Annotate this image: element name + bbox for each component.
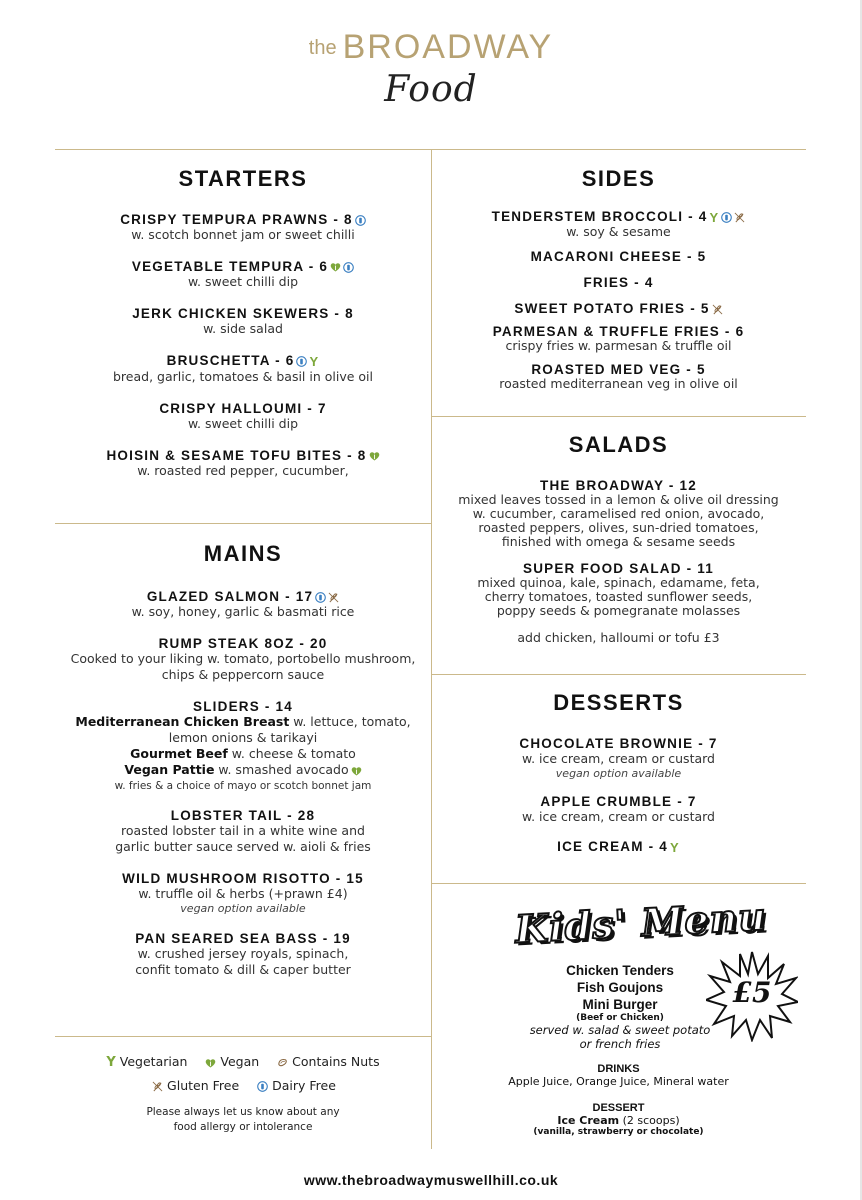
kids-drinks-dessert (431, 1063, 806, 1137)
dairy-free-icon (721, 212, 732, 223)
legend-nuts: Contains Nuts (292, 1054, 380, 1069)
menu-item (55, 212, 431, 243)
legend-vegan: Vegan (220, 1054, 260, 1069)
item-desc: w. lettuce, tomato, (289, 714, 411, 729)
kids-served-1: served w. salad & sweet potato (529, 1023, 711, 1037)
menu-item (55, 259, 431, 290)
vegetarian-icon: Y (106, 1055, 116, 1070)
vegan-icon (369, 451, 380, 461)
salads-title: SALADS (568, 432, 669, 457)
legend-vegetarian: Vegetarian (119, 1054, 188, 1069)
gluten-free-icon (152, 1081, 163, 1092)
allergy-note-1: Please always let us know about any (146, 1106, 340, 1118)
menu-item (55, 589, 431, 620)
item-desc: roasted lobster tail in a white wine and (121, 823, 365, 838)
price-burst-badge (706, 950, 798, 1042)
kids-menu-title: Kids' Menu (513, 893, 768, 952)
dairy-free-icon (355, 215, 366, 226)
item-desc: chips & peppercorn sauce (161, 667, 325, 682)
allergy-note-2: food allergy or intolerance (173, 1121, 313, 1133)
menu-item (431, 839, 806, 855)
legend-gluten-free: Gluten Free (167, 1078, 240, 1093)
item-desc: w. sweet chilli dip (187, 274, 299, 289)
menu-item (55, 699, 431, 792)
menu-item (431, 324, 806, 353)
item-desc: confit tomato & dill & caper butter (135, 962, 351, 977)
item-name: HOISIN & SESAME TOFU BITES - 8 (106, 447, 367, 463)
allergen-legend (55, 1054, 431, 1135)
menu-item (431, 209, 806, 238)
item-name: MACARONI CHEESE - 5 (530, 248, 707, 264)
kids-menu-section (431, 893, 806, 952)
website-link[interactable]: www.thebroadwaymuswellhill.co.uk (303, 1172, 559, 1188)
slider-beef: Gourmet Beef (130, 746, 228, 761)
item-name: PAN SEARED SEA BASS - 19 (135, 931, 351, 946)
slider-vegan: Vegan Pattie (124, 762, 215, 777)
item-desc: roasted mediterranean veg in olive oil (499, 375, 738, 391)
item-desc: roasted peppers, olives, sun-dried tomatoes, (478, 520, 759, 535)
item-desc: w. soy, honey, garlic & basmati rice (131, 604, 355, 619)
kids-dessert-heading: DESSERT (592, 1102, 645, 1114)
menu-item (55, 401, 431, 432)
item-note: vegan option available (555, 767, 682, 780)
menu-item (431, 561, 806, 618)
sides-title: SIDES (581, 166, 656, 191)
desserts-section (431, 690, 806, 855)
item-desc: crispy fries w. parmesan & truffle oil (505, 337, 732, 353)
item-desc: Cooked to your liking w. tomato, portobello mushroom, (70, 651, 416, 666)
item-name: ICE CREAM - 4 (557, 839, 668, 854)
broadway-logo (0, 28, 862, 67)
mains-section (55, 541, 431, 978)
item-desc: garlic butter sauce served w. aioli & fries (115, 839, 371, 854)
slider-chicken: Mediterranean Chicken Breast (75, 714, 290, 729)
item-name: FRIES - 4 (583, 274, 654, 290)
kids-item: Fish Goujons (576, 980, 664, 995)
item-desc: w. fries & a choice of mayo or scotch bonnet jam (114, 780, 372, 792)
logo-the: the (308, 37, 337, 59)
item-desc: w. truffle oil & herbs (+prawn £4) (138, 886, 348, 901)
salads-desserts-divider (431, 674, 806, 675)
item-name: WILD MUSHROOM RISOTTO - 15 (122, 871, 364, 886)
menu-item (55, 353, 431, 385)
food-subtitle: Food (384, 69, 478, 110)
item-name: SUPER FOOD SALAD - 11 (523, 561, 714, 576)
item-name: CRISPY TEMPURA PRAWNS - 8 (120, 212, 353, 227)
mains-title: MAINS (203, 541, 283, 566)
item-name: PARMESAN & TRUFFLE FRIES - 6 (492, 323, 745, 339)
item-name: CHOCOLATE BROWNIE - 7 (519, 736, 718, 751)
item-desc: bread, garlic, tomatoes & basil in olive oil (112, 368, 373, 384)
gluten-free-icon (328, 592, 339, 603)
dairy-free-icon (343, 262, 354, 273)
kids-item: Chicken Tenders (566, 963, 674, 978)
item-name: SWEET POTATO FRIES - 5 (514, 300, 710, 316)
item-desc: w. roasted red pepper, cucumber, (137, 462, 349, 478)
menu-item (55, 306, 431, 337)
item-desc: w. soy & sesame (566, 223, 671, 239)
sides-section (431, 166, 806, 391)
item-name: THE BROADWAY - 12 (540, 478, 697, 493)
item-name: SLIDERS - 14 (193, 699, 293, 714)
nut-icon (277, 1057, 288, 1068)
item-name: RUMP STEAK 8OZ - 20 (158, 636, 328, 651)
item-desc: mixed quinoa, kale, spinach, edamame, feta, (477, 575, 760, 590)
salads-section (431, 432, 806, 646)
starters-mains-divider (55, 523, 431, 524)
kids-burger-note: (Beef or Chicken) (576, 1013, 664, 1023)
item-name: TENDERSTEM BROCCOLI - 4 (491, 209, 708, 224)
item-name: LOBSTER TAIL - 28 (170, 808, 316, 823)
item-desc: w. scotch bonnet jam or sweet chilli (131, 227, 355, 242)
starters-section (55, 166, 431, 479)
item-desc: w. sweet chilli dip (187, 415, 299, 431)
legend-dairy-free: Dairy Free (272, 1078, 336, 1093)
item-name: BRUSCHETTA - 6 (166, 353, 295, 368)
menu-item (431, 478, 806, 549)
item-note: vegan option available (180, 902, 306, 915)
item-desc: w. crushed jersey royals, spinach, (137, 946, 349, 961)
vegan-icon (351, 766, 362, 776)
kids-dessert-scoops: (2 scoops) (619, 1114, 680, 1127)
sides-salads-divider (431, 416, 806, 417)
kids-price: £5 (732, 976, 772, 1009)
menu-item (55, 871, 431, 915)
menu-item (55, 448, 431, 479)
menu-header (0, 28, 862, 110)
item-desc: w. cucumber, caramelised red onion, avocado, (472, 506, 765, 521)
starters-title: STARTERS (178, 166, 308, 191)
dairy-free-icon (296, 356, 307, 367)
item-desc: w. smashed avocado (214, 762, 349, 777)
kids-dessert-name: Ice Cream (557, 1114, 620, 1127)
item-desc: w. side salad (203, 321, 283, 336)
desserts-title: DESSERTS (553, 690, 684, 715)
menu-item (55, 636, 431, 683)
vegan-icon (330, 262, 341, 272)
menu-item (55, 931, 431, 978)
menu-item (431, 275, 806, 290)
item-desc: mixed leaves tossed in a lemon & olive oil dressing (458, 492, 779, 507)
menu-item (55, 808, 431, 855)
kids-drinks: Apple Juice, Orange Juice, Mineral water (508, 1075, 729, 1088)
item-desc: w. cheese & tomato (227, 746, 356, 761)
item-name: VEGETABLE TEMPURA - 6 (131, 259, 329, 274)
item-desc: w. ice cream, cream or custard (522, 809, 715, 824)
dairy-free-icon (257, 1081, 268, 1092)
gluten-free-icon (712, 304, 723, 315)
logo-broadway: BROADWAY (342, 28, 554, 66)
item-desc: finished with omega & sesame seeds (501, 534, 736, 549)
desserts-kids-divider (431, 883, 806, 884)
dairy-free-icon (315, 592, 326, 603)
item-desc: poppy seeds & pomegranate molasses (496, 603, 741, 618)
vegetarian-icon: Y (309, 353, 320, 369)
salad-addon: add chicken, halloumi or tofu £3 (517, 630, 720, 645)
item-name: JERK CHICKEN SKEWERS - 8 (132, 306, 354, 321)
vegetarian-icon: Y (669, 839, 680, 855)
menu-item (431, 736, 806, 780)
kids-menu-items (500, 962, 740, 1051)
item-desc: w. ice cream, cream or custard (522, 751, 715, 766)
item-desc: cherry tomatoes, toasted sunflower seeds, (484, 589, 753, 604)
gluten-free-icon (734, 212, 745, 223)
vegetarian-icon: Y (709, 209, 720, 225)
item-desc: lemon onions & tarikayi (168, 730, 318, 745)
mains-legend-divider (55, 1036, 431, 1037)
menu-item (431, 249, 806, 264)
item-name: GLAZED SALMON - 17 (146, 589, 314, 604)
kids-dessert-note: (vanilla, strawberry or chocolate) (533, 1127, 704, 1137)
menu-item (431, 301, 806, 316)
kids-served-2: or french fries (579, 1037, 661, 1051)
menu-item (431, 362, 806, 391)
item-name: ROASTED MED VEG - 5 (531, 361, 706, 377)
item-name: CRISPY HALLOUMI - 7 (159, 400, 327, 416)
menu-item (431, 794, 806, 825)
item-name: APPLE CRUMBLE - 7 (540, 794, 697, 809)
vegan-icon (205, 1058, 216, 1068)
kids-item: Mini Burger (582, 997, 658, 1012)
kids-drinks-heading: DRINKS (597, 1063, 640, 1075)
